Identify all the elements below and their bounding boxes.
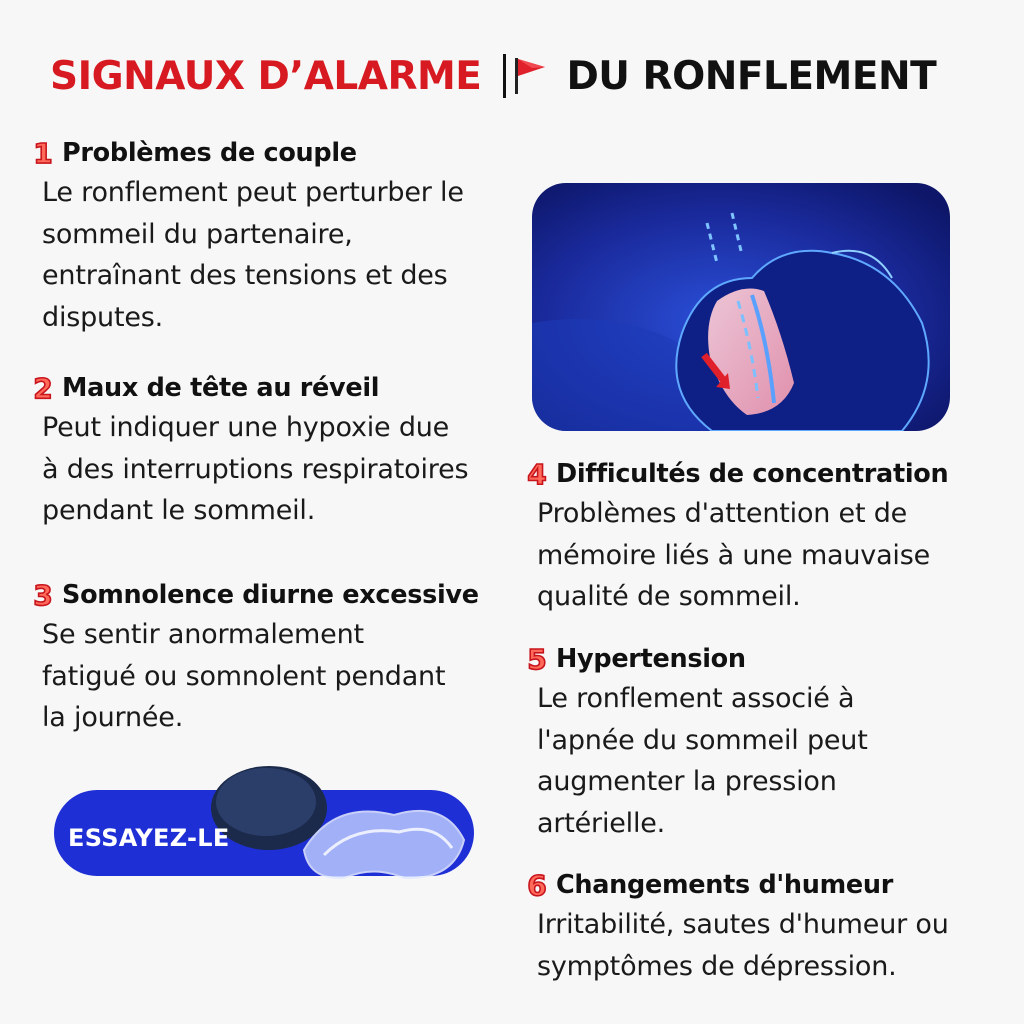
item-description: Le ronflement peut perturber le sommeil du partenaire, entraînant des tensions et des disputes.	[42, 177, 464, 333]
warning-item-1	[30, 136, 464, 338]
item-description: Le ronflement associé à l'apnée du sommeil peut augmenter la pression artérielle.	[537, 683, 868, 839]
item-heading: Maux de tête au réveil	[62, 373, 380, 403]
warning-item-2	[30, 371, 468, 532]
number-4-icon	[524, 460, 550, 488]
svg-text:5: 5	[527, 645, 547, 673]
page-title	[50, 48, 990, 104]
sleeping-head-airway-illustration	[532, 183, 950, 431]
svg-text:4: 4	[527, 460, 547, 488]
number-6-icon	[524, 871, 550, 899]
number-1-icon	[30, 139, 56, 167]
anti-snoring-mouthguard-icon	[204, 760, 474, 892]
title-part-alarm: SIGNAUX D’ALARME	[50, 53, 482, 99]
svg-text:6: 6	[527, 871, 547, 899]
title-part-snoring: DU RONFLEMENT	[566, 53, 937, 99]
svg-text:1: 1	[33, 139, 53, 167]
item-description: Irritabilité, sautes d'humeur ou symptômes de dépression.	[537, 909, 949, 982]
number-2-icon	[30, 374, 56, 402]
item-description: Problèmes d'attention et de mémoire liés à une mauvaise qualité de sommeil.	[537, 498, 931, 612]
warning-item-6	[524, 868, 949, 987]
number-5-icon	[524, 645, 550, 673]
item-heading: Problèmes de couple	[62, 138, 357, 168]
item-heading: Hypertension	[556, 644, 746, 674]
item-heading: Somnolence diurne excessive	[62, 580, 479, 610]
warning-item-3	[30, 578, 479, 739]
item-heading: Changements d'humeur	[556, 870, 894, 900]
warning-item-5	[524, 642, 868, 844]
item-description: Peut indiquer une hypoxie due à des interruptions respiratoires pendant le sommeil.	[42, 412, 469, 526]
svg-text:2: 2	[33, 374, 53, 402]
item-heading: Difficultés de concentration	[556, 459, 949, 489]
title-divider	[503, 54, 506, 98]
try-it-label: ESSAYEZ-LE	[68, 824, 230, 852]
warning-item-4	[524, 457, 948, 618]
svg-text:3: 3	[33, 581, 53, 609]
try-it-cta[interactable]	[54, 760, 474, 892]
number-3-icon	[30, 581, 56, 609]
item-description: Se sentir anormalement fatigué ou somnolent pendant la journée.	[42, 619, 446, 733]
red-flag-icon	[512, 56, 548, 96]
